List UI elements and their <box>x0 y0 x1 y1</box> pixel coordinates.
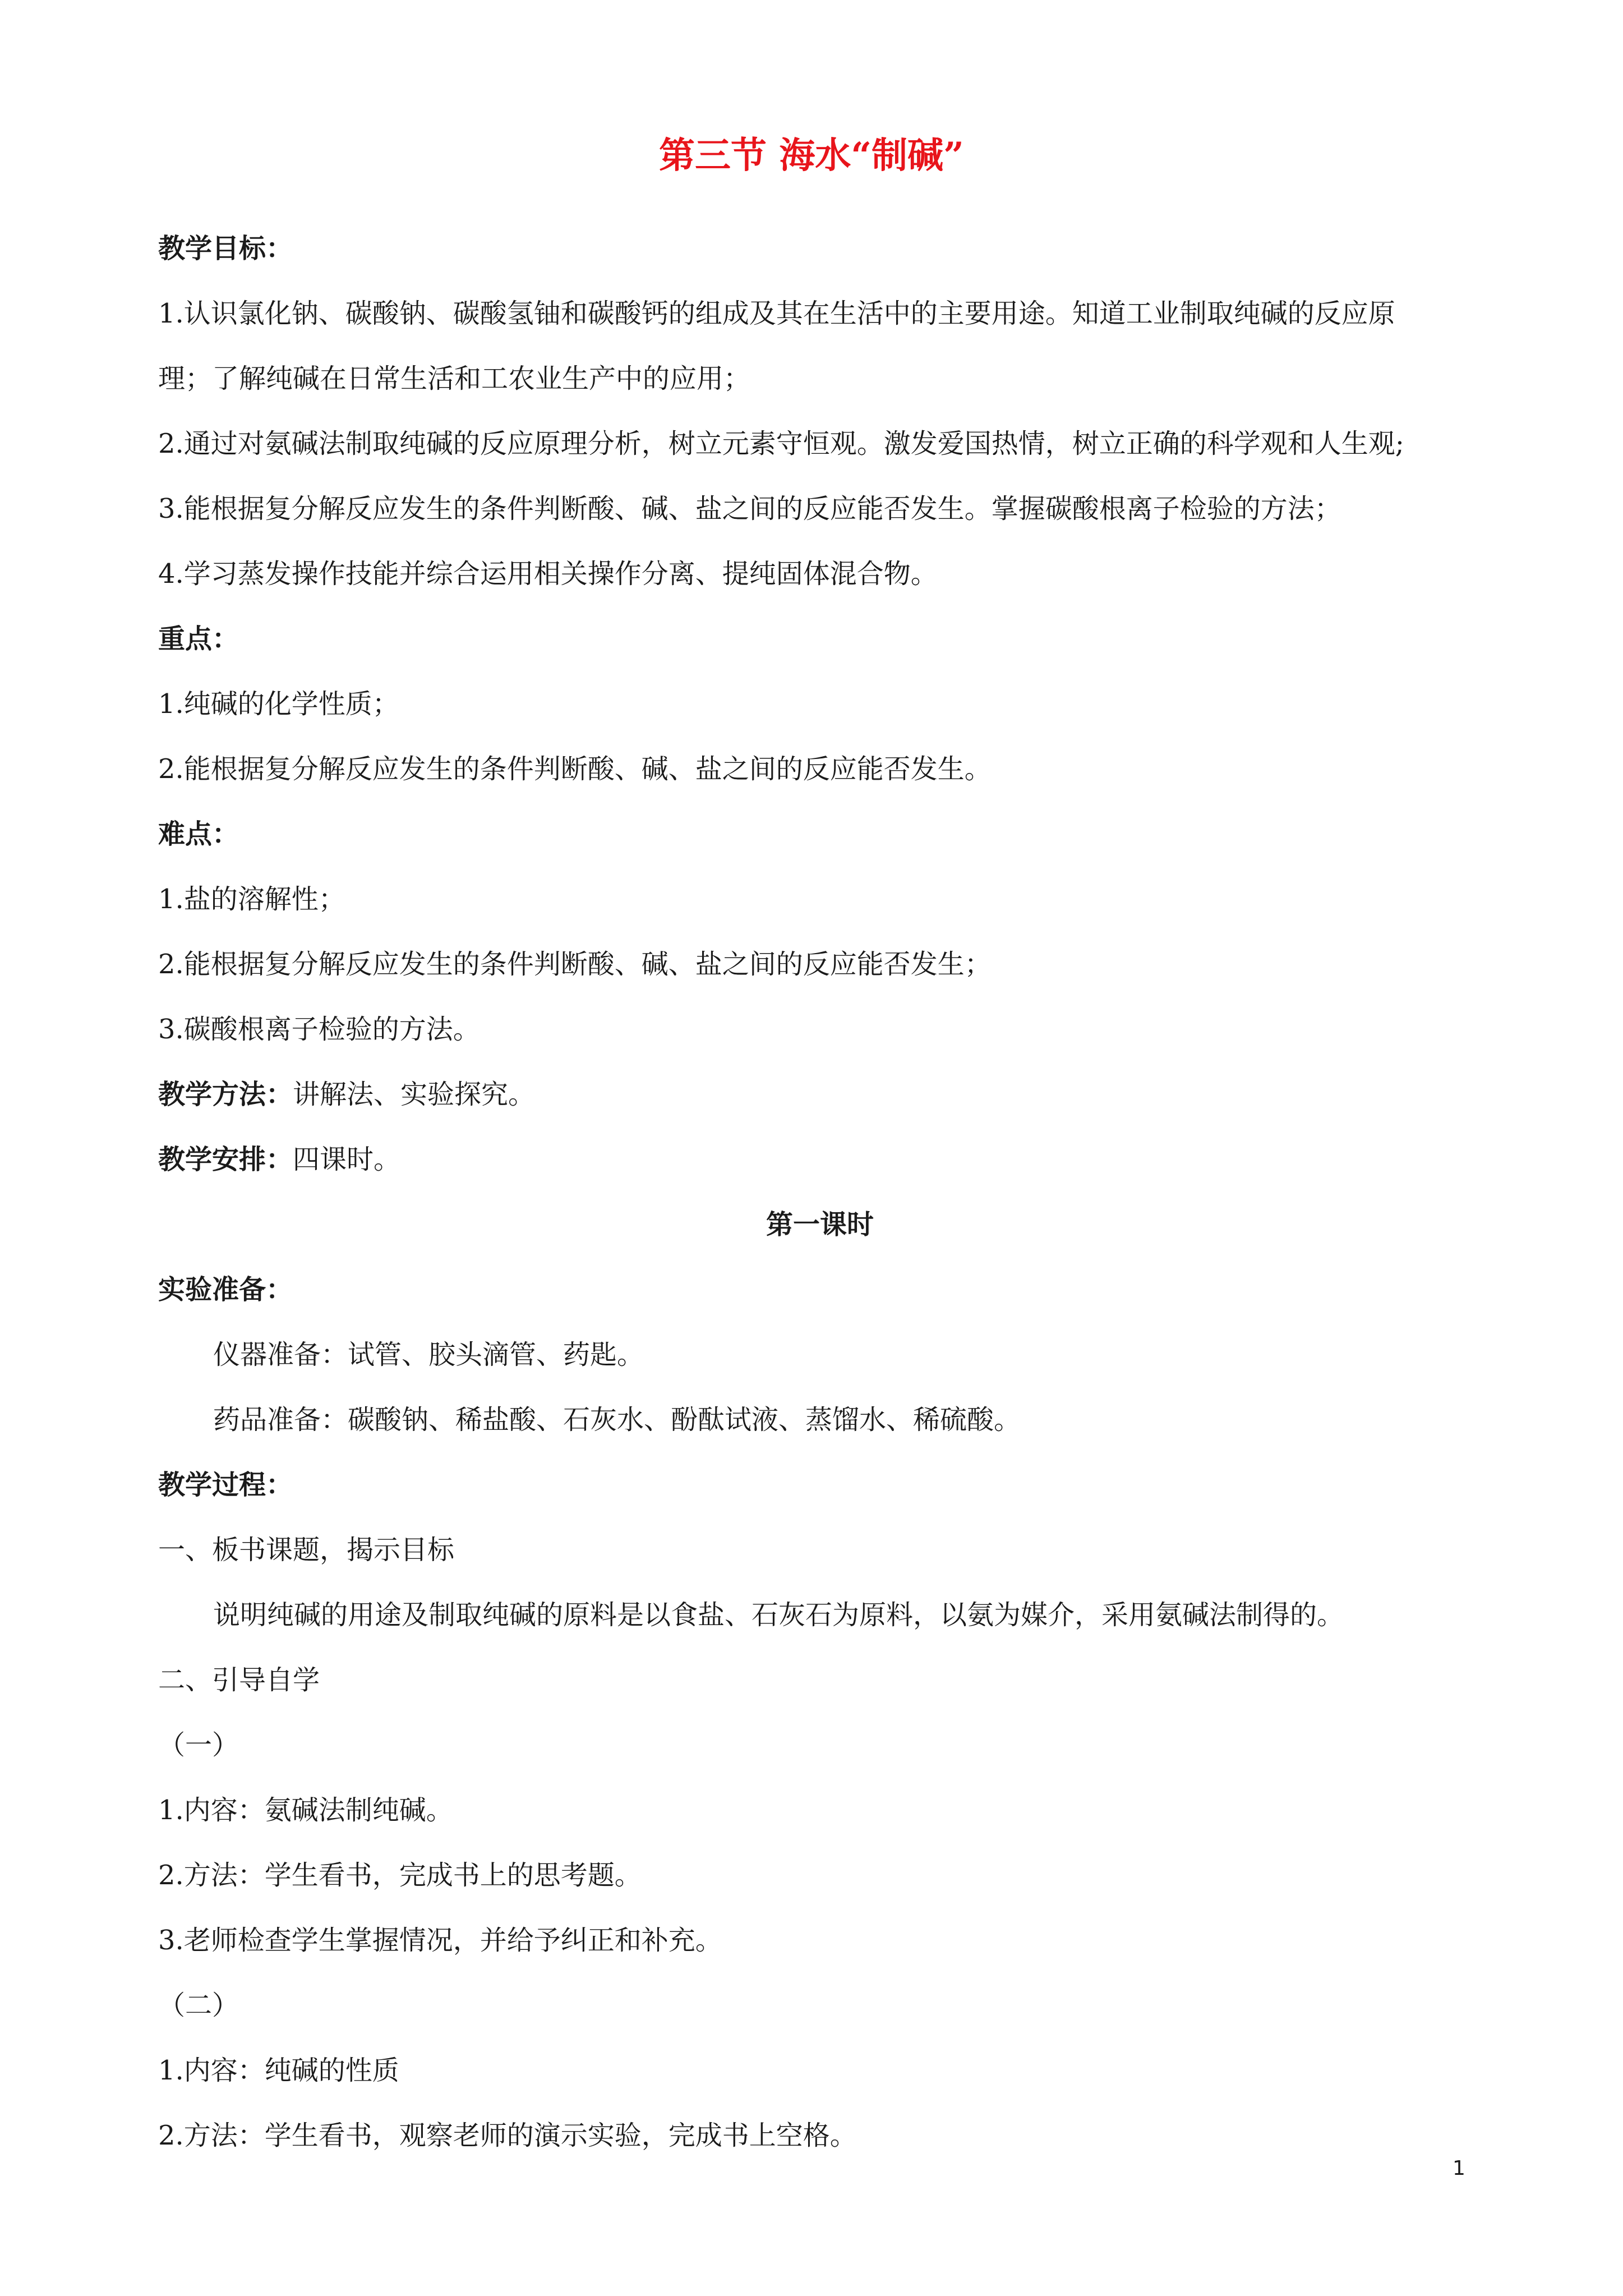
difficulty-2: 2.能根据复分解反应发生的条件判断酸、碱、盐之间的反应能否发生； <box>158 949 992 980</box>
document-body <box>158 216 1482 2168</box>
objective-1-line-2: 理；了解纯碱在日常生活和工农业生产中的应用； <box>158 363 751 394</box>
part-2-item-2: 2.方法：学生看书，观察老师的演示实验，完成书上空格。 <box>158 2120 857 2151</box>
part-1-label: （一） <box>158 1729 239 1761</box>
instruments-prep: 仪器准备：试管、胶头滴管、药匙。 <box>213 1339 644 1370</box>
experiment-prep-heading: 实验准备： <box>158 1274 293 1305</box>
part-1-item-2: 2.方法：学生看书，完成书上的思考题。 <box>158 1860 642 1891</box>
process-section-1-text: 说明纯碱的用途及制取纯碱的原料是以食盐、石灰石为原料，以氨为媒介，采用氨碱法制得的。 <box>213 1599 1344 1631</box>
teaching-schedule-label: 教学安排： <box>158 1144 293 1175</box>
objective-3: 3.能根据复分解反应发生的条件判断酸、碱、盐之间的反应能否发生。掌握碳酸根离子检验的方法； <box>158 493 1341 524</box>
objective-2: 2.通过对氨碱法制取纯碱的反应原理分析，树立元素守恒观。激发爱国热情，树立正确的科学观和人生观; <box>158 428 1404 459</box>
process-section-2-title: 二、引导自学 <box>158 1664 320 1696</box>
teaching-schedule <box>158 1127 1482 1192</box>
process-heading: 教学过程： <box>158 1469 293 1501</box>
chemicals-prep: 药品准备：碳酸钠、稀盐酸、石灰水、酚酞试液、蒸馏水、稀硫酸。 <box>213 1404 1021 1435</box>
teaching-method <box>158 1062 1482 1127</box>
page-number: 1 <box>1453 2157 1465 2180</box>
part-1-item-1: 1.内容：氨碱法制纯碱。 <box>158 1795 453 1826</box>
objectives-heading: 教学目标： <box>158 233 293 264</box>
difficulties-heading: 难点： <box>158 818 239 850</box>
objective-4: 4.学习蒸发操作技能并综合运用相关操作分离、提纯固体混合物。 <box>158 558 938 590</box>
part-2-label: （二） <box>158 1990 239 2021</box>
teaching-method-value: 讲解法、实验探究。 <box>293 1079 536 1110</box>
teaching-method-label: 教学方法： <box>158 1079 293 1110</box>
page-title: 第三节 海水“制碱” <box>659 135 964 177</box>
objective-1-line-1: 1.认识氯化钠、碳酸钠、碳酸氢铀和碳酸钙的组成及其在生活中的主要用途。知道工业制取纯碱的反应原 <box>158 298 1395 329</box>
key-points-heading: 重点： <box>158 623 239 655</box>
difficulty-3: 3.碳酸根离子检验的方法。 <box>158 1014 480 1045</box>
part-2-item-1: 1.内容：纯碱的性质 <box>158 2055 399 2086</box>
key-point-1: 1.纯碱的化学性质； <box>158 688 399 720</box>
key-point-2: 2.能根据复分解反应发生的条件判断酸、碱、盐之间的反应能否发生。 <box>158 753 992 785</box>
difficulty-1: 1.盐的溶解性； <box>158 884 345 915</box>
teaching-schedule-value: 四课时。 <box>293 1144 401 1175</box>
part-1-item-3: 3.老师检查学生掌握情况，并给予纠正和补充。 <box>158 1925 722 1956</box>
process-section-1-title: 一、板书课题，揭示目标 <box>158 1534 455 1566</box>
lesson-1-heading: 第一课时 <box>766 1209 874 1240</box>
